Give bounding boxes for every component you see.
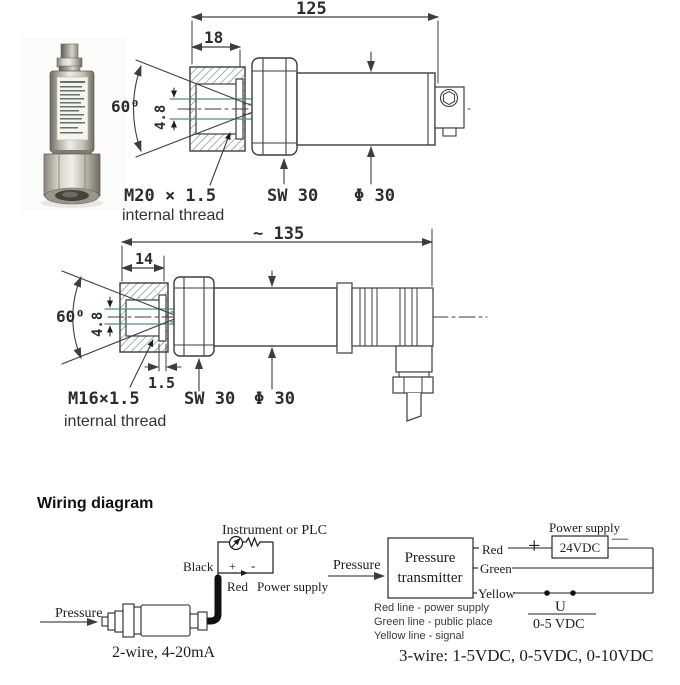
black-wire-label: Black: [183, 559, 214, 574]
supply-plus: +: [528, 533, 541, 558]
cable-gland-nut: [393, 377, 433, 393]
ribbed-housing: [352, 288, 433, 346]
dimension-drawing-top: [111, 0, 470, 224]
green-wire-label: Green: [480, 561, 512, 576]
thread-spec-label: M20 × 1.5: [124, 186, 217, 206]
cable-connector: [393, 346, 433, 421]
dim-overall-length: 125: [296, 0, 327, 19]
red-wire-label: Red: [227, 579, 248, 594]
thread-type-label: internal thread: [122, 207, 225, 224]
product-photo: [20, 38, 126, 210]
bottom-port-thread: [62, 192, 78, 198]
two-wire-caption: 2-wire, 4-20mA: [112, 644, 216, 661]
dimension-18: [192, 28, 240, 67]
wrench-size-label: SW 30: [184, 389, 236, 409]
dimension-sw30: [267, 159, 318, 206]
supply-plus: +: [229, 559, 236, 573]
transmitter-sketch: [102, 604, 207, 637]
diameter-label: Φ 30: [354, 186, 395, 206]
power-supply-value: 24VDC: [559, 540, 601, 555]
dim-bore: 4.8: [153, 104, 169, 130]
dim-thread-length: 14: [135, 250, 154, 268]
power-supply-label: Power supply: [549, 520, 621, 535]
test-point-right: [570, 590, 576, 596]
signal-symbol: U: [555, 599, 566, 615]
dim-overall-length: ~ 135: [253, 224, 305, 244]
top-thread-stud: [61, 44, 78, 60]
sensor-body: [297, 73, 435, 145]
supply-minus: -: [251, 558, 256, 573]
dim-cone-angle: 60⁰: [56, 307, 85, 326]
collar: [337, 283, 352, 353]
diameter-label: Φ 30: [254, 389, 295, 409]
red-wire-label: Red: [482, 542, 503, 557]
power-supply-label: Power supply: [257, 579, 329, 594]
wiring-diagram-section: [37, 495, 654, 665]
supply-minus: —: [612, 530, 628, 547]
note-yellow-line: Yellow line - signal: [374, 630, 465, 642]
three-wire-caption: 3-wire: 1-5VDC, 0-5VDC, 0-10VDC: [399, 646, 654, 665]
dimension-14: [122, 250, 164, 281]
wiring-heading: Wiring diagram: [37, 495, 154, 512]
note-green-line: Green line - public place: [374, 616, 493, 628]
dimension-sw30: [184, 359, 235, 409]
dim-cone-angle: 60⁰: [111, 97, 140, 116]
dim-step: 1.5: [148, 374, 176, 392]
test-point-left: [544, 590, 550, 596]
cable: [407, 393, 421, 421]
screw-hex: [443, 92, 454, 105]
dimension-drawing-middle: [56, 224, 487, 430]
dimension-bore-4-8: [90, 297, 110, 337]
two-wire-diagram: [40, 523, 329, 661]
transmitter-box: [388, 538, 473, 598]
note-red-line: Red line - power supply: [374, 602, 489, 614]
wrench-size-label: SW 30: [267, 186, 319, 206]
dim-thread-length: 18: [204, 28, 224, 47]
electrical-connector: [435, 87, 464, 136]
thread-type-label: internal thread: [64, 413, 167, 430]
current-arrow-icon: [241, 570, 248, 576]
transmitter-box-line2: transmitter: [397, 570, 463, 586]
meter-needle: [232, 539, 241, 548]
signal-range: 0-5 VDC: [533, 617, 585, 632]
yellow-wire-label: Yellow: [478, 586, 515, 601]
sensor-body: [214, 283, 433, 353]
instrument-plc-label: Instrument or PLC: [222, 523, 327, 538]
three-wire-diagram: [328, 520, 654, 665]
resistor-icon: [243, 538, 273, 546]
connector-tab: [443, 128, 456, 136]
pressure-label: Pressure: [333, 558, 381, 573]
top-shoulder: [57, 58, 82, 67]
dim-bore: 4.8: [90, 311, 106, 337]
dimension-bore-4-8: [153, 88, 174, 130]
transmitter-box-line1: Pressure: [404, 550, 456, 566]
hex-nut: [174, 277, 214, 356]
dimension-135: [122, 224, 432, 286]
thread-spec-label: M16×1.5: [68, 389, 140, 409]
pressure-label: Pressure: [55, 606, 103, 621]
body-nut-ring: [52, 150, 92, 154]
hex-nut: [252, 58, 297, 155]
